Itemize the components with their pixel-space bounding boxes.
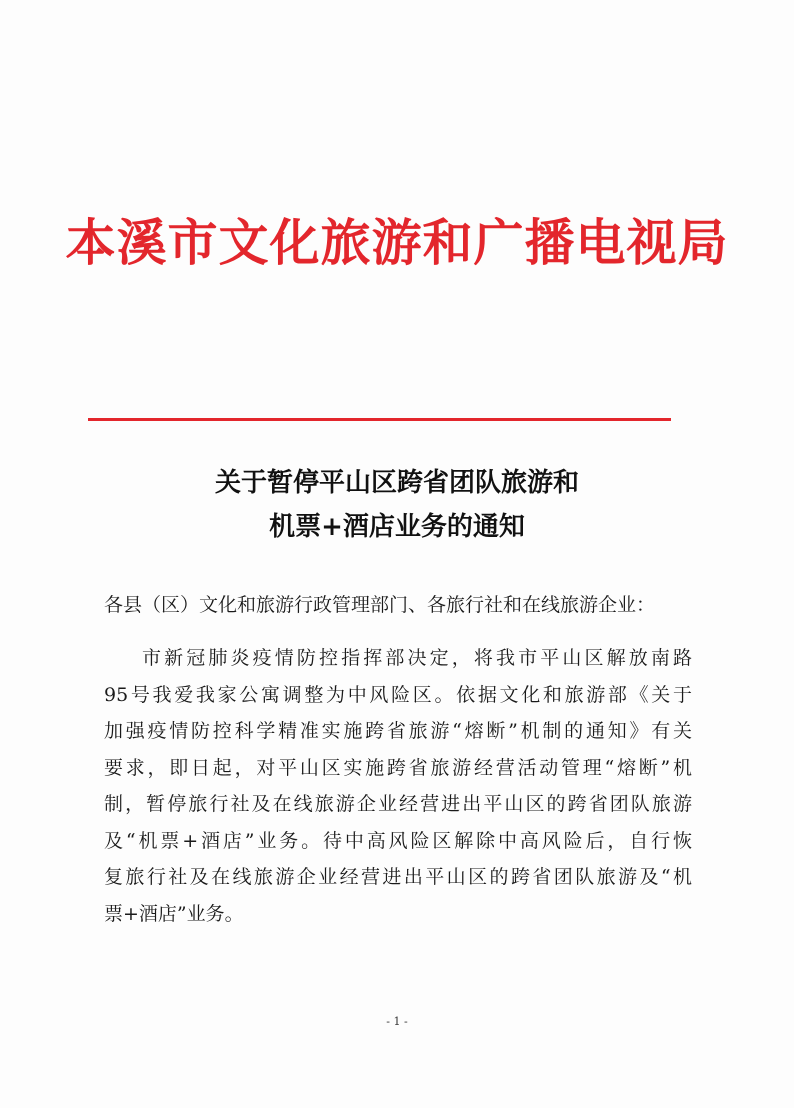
page-number: - 1 - [386, 1015, 408, 1028]
red-divider-line [88, 418, 671, 421]
body-line: 95号我爱我家公寓调整为中风险区。依据文化和旅游部《关于 [104, 683, 692, 706]
body-line: 市新冠肺炎疫情防控指挥部决定，将我市平山区解放南路 [142, 647, 692, 669]
document-title [0, 461, 794, 549]
title-line-1: 关于暂停平山区跨省团队旅游和 [214, 468, 579, 498]
letterhead: 本溪市文化旅游和广播电视局 [65, 214, 729, 272]
body-line: 要求，即日起，对平山区实施跨省旅游经营活动管理“熔断”机 [104, 756, 692, 779]
body-line: 票+酒店”业务。 [104, 902, 244, 925]
body-paragraph [104, 640, 692, 932]
body-line: 及“机票+酒店”业务。待中高风险区解除中高风险后，自行恢 [104, 829, 692, 852]
title-line-2: 机票+酒店业务的通知 [269, 512, 525, 542]
body-line: 加强疫情防控科学精准实施跨省旅游“熔断”机制的通知》有关 [104, 720, 692, 742]
body-line: 制，暂停旅行社及在线旅游企业经营进出平山区的跨省团队旅游 [104, 793, 692, 815]
addressee-line: 各县（区）文化和旅游行政管理部门、各旅行社和在线旅游企业： [104, 594, 656, 616]
body-line: 复旅行社及在线旅游企业经营进出平山区的跨省团队旅游及“机 [104, 866, 692, 888]
